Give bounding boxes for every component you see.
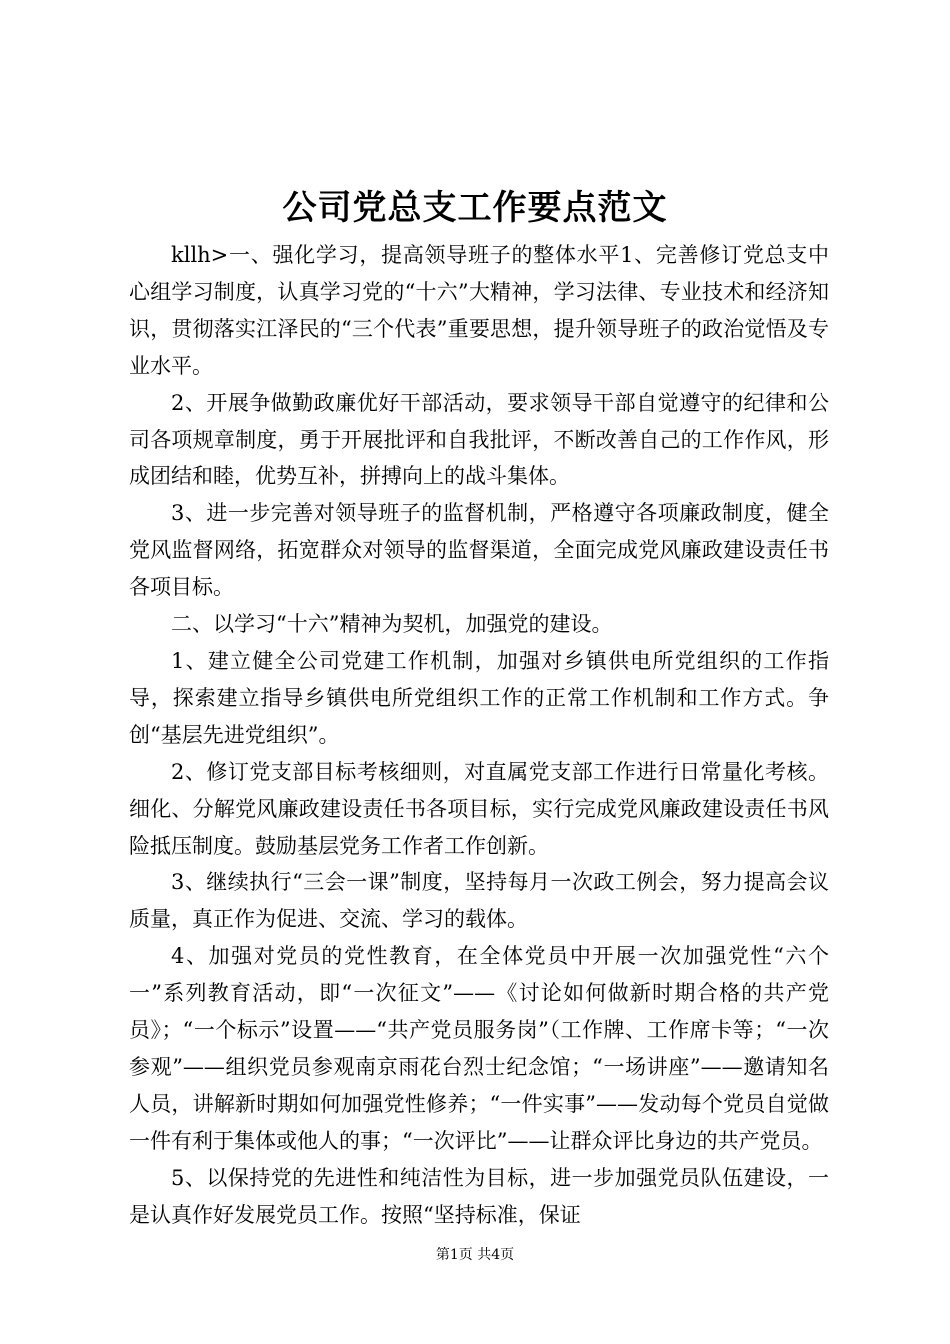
section-heading-2: 二、以学习“十六”精神为契机，加强党的建设。 [171, 612, 613, 637]
paragraph-3: 3、进一步完善对领导班子的监督机制，严格遵守各项廉政制度，健全党风监督网络，拓宽群众对领导的监督渠道，全面完成党风廉政建设责任书各项目标。 [129, 501, 829, 600]
document-body [129, 237, 829, 1233]
paragraph-7: 4、加强对党员的党性教育，在全体党员中开展一次加强党性“六个一”系列教育活动，即“一次征文”——《讨论如何做新时期合格的共产党员》；“一个标示”设置——“共产党员服务岗”（工作牌、工作席卡等；“一次参观”——组织党员参观南京雨花台烈士纪念馆；“一场讲座”——邀请知名人员，讲解新时期如何加强党性修养；“一件实事”——发动每个党员自觉做一件有利于集体或他人的事；“一次评比”——让群众评比身边的共产党员。 [129, 944, 829, 1153]
paragraph-1: kllh>一、强化学习，提高领导班子的整体水平1、完善修订党总支中心组学习制度，认真学习党的“十六”大精神，学习法律、专业技术和经济知识，贯彻落实江泽民的“三个代表”重要思想，提升领导班子的政治觉悟及专业水平。 [129, 243, 829, 378]
paragraph-8: 5、以保持党的先进性和纯洁性为目标，进一步加强党员队伍建设，一是认真作好发展党员工作。按照“坚持标准，保证 [129, 1165, 829, 1227]
paragraph-6: 3、继续执行“三会一课”制度，坚持每月一次政工例会，努力提高会议质量，真正作为促进、交流、学习的载体。 [129, 870, 829, 932]
paragraph-2: 2、开展争做勤政廉优好干部活动，要求领导干部自觉遵守的纪律和公司各项规章制度，勇于开展批评和自我批评，不断改善自己的工作作风，形成团结和睦，优势互补，拼搏向上的战斗集体。 [129, 390, 829, 489]
document-title: 公司党总支工作要点范文 [282, 188, 668, 228]
paragraph-5: 2、修订党支部目标考核细则，对直属党支部工作进行日常量化考核。细化、分解党风廉政建设责任书各项目标，实行完成党风廉政建设责任书风险抵压制度。鼓励基层党务工作者工作创新。 [129, 759, 829, 858]
page-number-footer: 第1页 共4页 [435, 1247, 515, 1263]
paragraph-4: 1、建立健全公司党建工作机制，加强对乡镇供电所党组织的工作指导，探索建立指导乡镇供电所党组织工作的正常工作机制和工作方式。争创“基层先进党组织”。 [129, 648, 829, 747]
